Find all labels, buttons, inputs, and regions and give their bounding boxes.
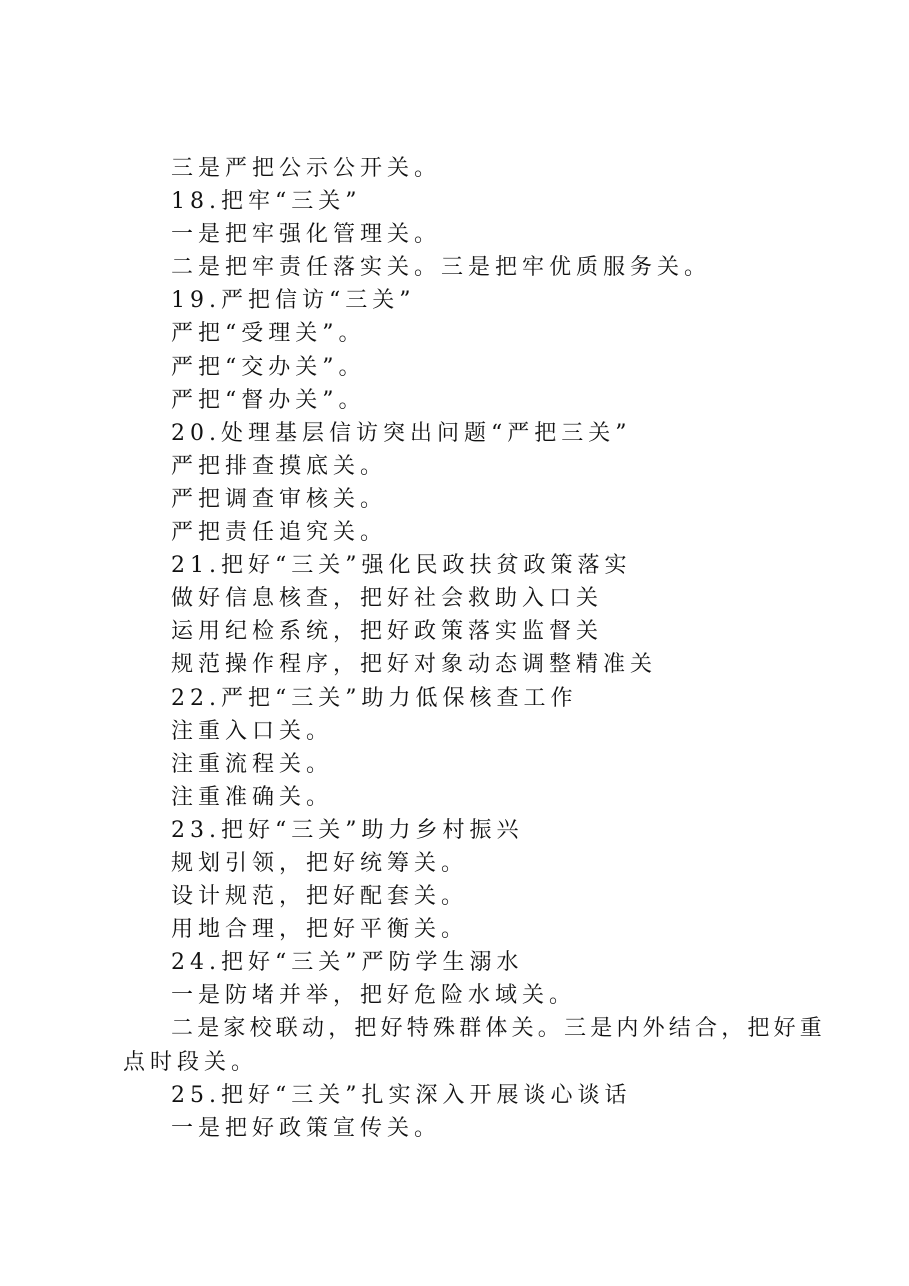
text-line: 注重准确关。 xyxy=(171,784,334,810)
text-line-continuation: 点时段关。 xyxy=(123,1049,259,1075)
text-line: 一是把牢强化管理关。 xyxy=(171,222,442,248)
text-line: 严把排查摸底关。 xyxy=(171,453,388,479)
section-heading-25: 25.把好“三关”扎实深入开展谈心谈话 xyxy=(171,1082,632,1108)
text-line: 二是把牢责任落实关。三是把牢优质服务关。 xyxy=(171,255,712,281)
text-line: 三是严把公示公开关。 xyxy=(171,156,442,181)
section-heading-18: 18.把牢“三关” xyxy=(171,189,362,215)
text-line: 严把责任追究关。 xyxy=(171,520,388,546)
section-heading-22: 22.严把“三关”助力低保核查工作 xyxy=(171,685,578,711)
text-line: 注重入口关。 xyxy=(171,718,334,744)
text-line: 规范操作程序，把好对象动态调整精准关 xyxy=(171,652,658,678)
text-line: 严把“受理关”。 xyxy=(171,321,366,347)
section-heading-24: 24.把好“三关”严防学生溺水 xyxy=(171,950,524,976)
text-line: 用地合理，把好平衡关。 xyxy=(171,917,469,943)
text-line: 二是家校联动，把好特殊群体关。三是内外结合，把好重 xyxy=(171,1016,827,1042)
text-line: 严把“交办关”。 xyxy=(171,354,366,380)
text-line: 一是防堵并举，把好危险水域关。 xyxy=(171,983,577,1009)
text-line: 做好信息核查，把好社会救助入口关 xyxy=(171,586,604,612)
text-line: 严把调查审核关。 xyxy=(171,486,388,512)
text-line: 设计规范，把好配套关。 xyxy=(171,884,469,910)
section-heading-23: 23.把好“三关”助力乡村振兴 xyxy=(171,817,524,843)
section-heading-20: 20.处理基层信访突出问题“严把三关” xyxy=(171,420,632,446)
text-line: 规划引领，把好统筹关。 xyxy=(171,850,469,876)
text-line: 严把“督办关”。 xyxy=(171,387,366,413)
text-line: 一是把好政策宣传关。 xyxy=(171,1115,442,1141)
section-heading-21: 21.把好“三关”强化民政扶贫政策落实 xyxy=(171,553,632,579)
section-heading-19: 19.严把信访“三关” xyxy=(171,288,416,314)
text-line: 注重流程关。 xyxy=(171,751,334,777)
text-line: 运用纪检系统，把好政策落实监督关 xyxy=(171,619,604,645)
document-body xyxy=(0,152,909,1145)
